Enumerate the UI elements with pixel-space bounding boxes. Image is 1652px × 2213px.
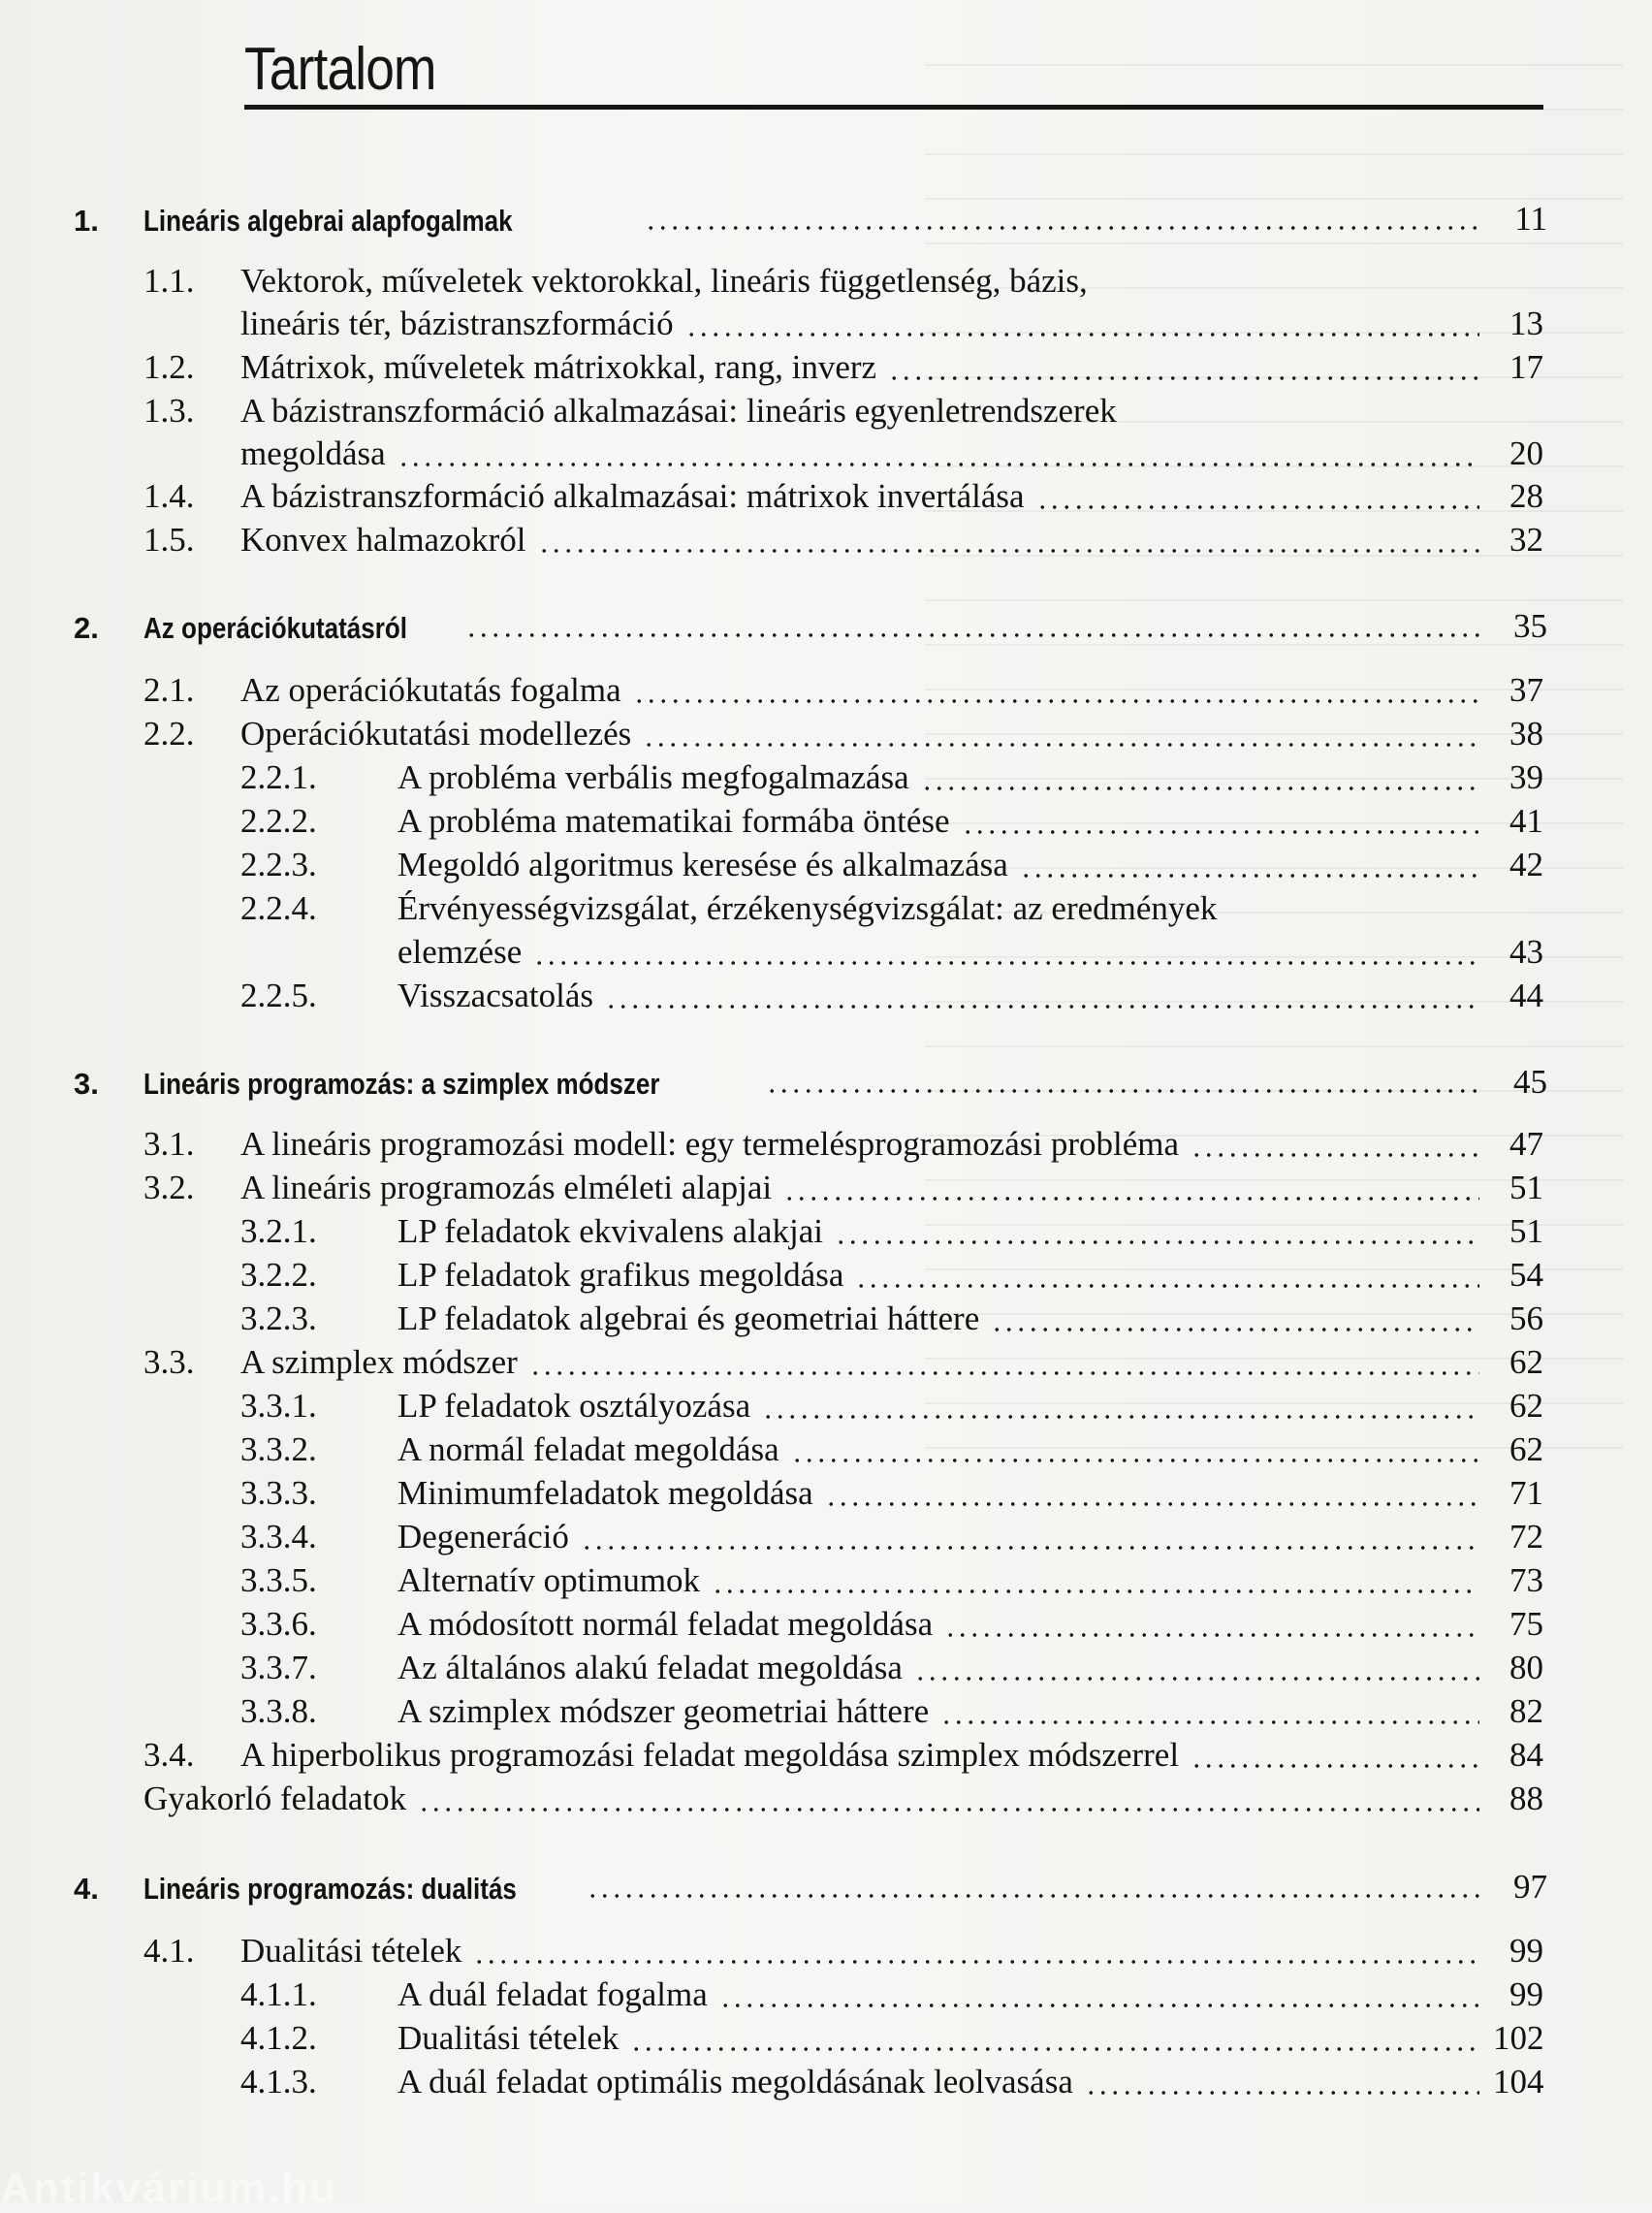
- section-number: 3.3.5.: [240, 1561, 317, 1599]
- entry-title: Dualitási tételek: [240, 1932, 462, 1970]
- page-number: 104: [1493, 2063, 1544, 2101]
- entry-title: A lineáris programozási modell: egy termelésprogramozási probléma: [240, 1125, 1180, 1163]
- dot-leader: [1191, 1153, 1479, 1157]
- page-number: 17: [1509, 348, 1543, 386]
- chapter-title: Lineáris programozás: dualitás: [143, 1872, 517, 1906]
- toc-entry[interactable]: [143, 1123, 1543, 1166]
- page-number: 97: [1513, 1868, 1547, 1906]
- section-number: 3.2.: [143, 1169, 195, 1206]
- chapter-title: Lineáris algebrai alapfogalmak: [143, 204, 513, 238]
- entry-title: A bázistranszformáció alkalmazásai: mátrixok invertálása: [240, 477, 1025, 515]
- section-number: 2.2.2.: [240, 802, 317, 840]
- page-number: 44: [1509, 977, 1543, 1014]
- toc-entry[interactable]: [397, 931, 1543, 974]
- dot-leader: [712, 1589, 1479, 1593]
- page-number: 80: [1509, 1649, 1543, 1686]
- chapter-4: [74, 1864, 1547, 1907]
- entry-title: elemzése: [397, 933, 523, 971]
- chapter-2: [74, 603, 1547, 646]
- toc-entry[interactable]: [240, 1298, 1543, 1340]
- toc-entry[interactable]: [143, 346, 1543, 389]
- page-number: 72: [1509, 1518, 1543, 1556]
- toc-entry[interactable]: [240, 1254, 1543, 1297]
- entry-title: LP feladatok algebrai és geometriai háttere: [397, 1299, 980, 1337]
- entry-title: A módosított normál feladat megoldása: [397, 1605, 934, 1643]
- dot-leader: [921, 786, 1479, 790]
- section-number: 4.1.1.: [240, 1975, 317, 2013]
- toc-entry[interactable]: [143, 669, 1543, 712]
- toc-entry[interactable]: [240, 1385, 1543, 1427]
- dot-leader: [1036, 505, 1479, 509]
- section-number: 2.2.1.: [240, 758, 317, 796]
- page-number: 51: [1509, 1212, 1543, 1250]
- entry-title: A szimplex módszer: [240, 1343, 518, 1381]
- toc-entry[interactable]: [240, 975, 1543, 1017]
- section-number: 2.2.5.: [240, 977, 317, 1014]
- page-number: 62: [1509, 1387, 1543, 1425]
- dot-leader: [825, 1502, 1479, 1506]
- entry-title: Degeneráció: [397, 1518, 569, 1556]
- page-number: 32: [1509, 521, 1543, 559]
- section-number: 3.3.6.: [240, 1605, 317, 1643]
- page-number: 42: [1509, 846, 1543, 883]
- page-number: 73: [1509, 1561, 1543, 1599]
- dot-leader: [587, 1894, 1483, 1898]
- dot-leader: [630, 2047, 1479, 2051]
- dot-leader: [473, 1960, 1479, 1964]
- dot-leader: [1085, 2091, 1479, 2095]
- section-number: 3.3.3.: [240, 1474, 317, 1512]
- entry-title: A szimplex módszer geometriai háttere: [397, 1692, 930, 1730]
- entry-title: Mátrixok, műveletek mátrixokkal, rang, inverz: [240, 348, 877, 386]
- chapter-title: Lineáris programozás: a szimplex módszer: [143, 1067, 660, 1101]
- page-number: 45: [1513, 1063, 1547, 1101]
- section-number: 2.2.3.: [240, 846, 317, 883]
- toc-entry[interactable]: [240, 1210, 1543, 1253]
- dot-leader: [888, 376, 1479, 380]
- entry-title: Operációkutatási modellezés: [240, 715, 632, 753]
- chapter-number: 4.: [74, 1872, 99, 1906]
- page-number: 99: [1509, 1975, 1543, 2013]
- toc-entry[interactable]: [143, 475, 1543, 518]
- section-number: 3.3.1.: [240, 1387, 317, 1425]
- entry-title: Megoldó algoritmus keresése és alkalmazása: [397, 846, 1008, 883]
- page-number: 43: [1509, 933, 1543, 971]
- page-number: 41: [1509, 802, 1543, 840]
- page-number: 99: [1509, 1932, 1543, 1970]
- dot-leader: [418, 1808, 1479, 1812]
- dot-leader: [835, 1240, 1479, 1244]
- toc-entry[interactable]: [143, 1930, 1543, 1972]
- entry-title: A hiperbolikus programozási feladat megoldása szimplex módszerrel: [240, 1736, 1180, 1774]
- entry-title: Konvex halmazokról: [240, 521, 526, 559]
- section-number: 3.3.2.: [240, 1430, 317, 1468]
- toc-entry[interactable]: [143, 1778, 1543, 1820]
- dot-leader: [397, 463, 1479, 466]
- toc-entry[interactable]: [240, 800, 1543, 843]
- entry-title: A duál feladat optimális megoldásának leolvasása: [397, 2063, 1073, 2101]
- page-title: Tartalom: [244, 36, 436, 103]
- dot-leader: [991, 1328, 1479, 1331]
- page-number: 82: [1509, 1692, 1543, 1730]
- entry-title: A probléma verbális megfogalmazása: [397, 758, 909, 796]
- page-number: 47: [1509, 1125, 1543, 1163]
- section-number: 4.1.: [143, 1932, 195, 1970]
- page-number: 56: [1509, 1299, 1543, 1337]
- page-number: 37: [1509, 671, 1543, 709]
- section-number: 3.4.: [143, 1736, 195, 1774]
- page-number: 11: [1514, 200, 1547, 238]
- entry-title: Alternatív optimumok: [397, 1561, 701, 1599]
- entry-title: Dualitási tételek: [397, 2019, 620, 2057]
- dot-leader: [719, 2004, 1479, 2007]
- chapter-1: [74, 196, 1547, 239]
- section-number: 3.2.1.: [240, 1212, 317, 1250]
- toc-entry[interactable]: [240, 1559, 1543, 1602]
- entry-title: A duál feladat fogalma: [397, 1975, 708, 2013]
- section-number: 3.3.: [143, 1343, 195, 1381]
- page-number: 88: [1509, 1780, 1543, 1817]
- toc-entry[interactable]: [240, 1647, 1543, 1689]
- section-number: 3.1.: [143, 1125, 195, 1163]
- page-number: 62: [1509, 1430, 1543, 1468]
- section-number: 3.2.3.: [240, 1299, 317, 1337]
- dot-leader: [465, 633, 1483, 637]
- section-number: 1.4.: [143, 477, 195, 515]
- page-number: 102: [1493, 2019, 1544, 2057]
- dot-leader: [783, 1197, 1479, 1201]
- page-number: 13: [1509, 305, 1543, 342]
- page-number: 54: [1509, 1256, 1543, 1294]
- entry-title: Gyakorló feladatok: [143, 1780, 407, 1817]
- page-number: 62: [1509, 1343, 1543, 1381]
- dot-leader: [538, 549, 1480, 553]
- section-number: 3.3.7.: [240, 1649, 317, 1686]
- page-number: 20: [1509, 434, 1543, 472]
- page-number: 84: [1509, 1736, 1543, 1774]
- dot-leader: [643, 743, 1479, 747]
- entry-title: LP feladatok osztályozása: [397, 1387, 751, 1425]
- dot-leader: [529, 1371, 1479, 1375]
- entry-title: A probléma matematikai formába öntése: [397, 802, 950, 840]
- toc-entry[interactable]: [240, 303, 1543, 345]
- toc-entry[interactable]: [240, 844, 1543, 886]
- toc-entry[interactable]: [240, 433, 1543, 475]
- chapter-number: 1.: [74, 204, 99, 238]
- chapter-title: Az operációkutatásról: [143, 611, 408, 645]
- page-number: 39: [1509, 758, 1543, 796]
- page-number: 71: [1509, 1474, 1543, 1512]
- dot-leader: [1191, 1764, 1479, 1768]
- dot-leader: [855, 1284, 1479, 1288]
- dot-leader: [944, 1633, 1479, 1637]
- page-number: 51: [1509, 1169, 1543, 1206]
- entry-title: A normál feladat megoldása: [397, 1430, 779, 1468]
- toc-entry[interactable]: [143, 713, 1543, 755]
- entry-title: A lineáris programozás elméleti alapjai: [240, 1169, 773, 1206]
- dot-leader: [581, 1546, 1479, 1550]
- dot-leader: [1020, 874, 1479, 878]
- dot-leader: [766, 1089, 1483, 1093]
- dot-leader: [762, 1415, 1479, 1419]
- dot-leader: [914, 1677, 1479, 1681]
- watermark: Antikvárium.hu: [0, 2165, 338, 2212]
- chapter-3: [74, 1059, 1547, 1102]
- toc-entry-first-line: 1.3. A bázistranszformáció alkalmazásai: lineáris egyenletrendszerek: [143, 392, 1117, 430]
- entry-title: LP feladatok grafikus megoldása: [397, 1256, 844, 1294]
- section-number: 3.3.8.: [240, 1692, 317, 1730]
- toc-entry[interactable]: [143, 519, 1543, 561]
- dot-leader: [645, 226, 1483, 230]
- page-number: 38: [1509, 715, 1543, 753]
- section-number: 1.2.: [143, 348, 195, 386]
- toc-entry[interactable]: [240, 1973, 1543, 2016]
- toc-entry[interactable]: [240, 1472, 1543, 1515]
- toc-entry[interactable]: [240, 1690, 1543, 1733]
- page-number: 35: [1513, 607, 1547, 645]
- toc-entry[interactable]: [240, 1516, 1543, 1558]
- entry-title: Minimumfeladatok megoldása: [397, 1474, 813, 1512]
- entry-title: Az általános alakú feladat megoldása: [397, 1649, 903, 1686]
- toc-entry[interactable]: [240, 756, 1543, 799]
- toc-entry[interactable]: [240, 2061, 1543, 2103]
- section-number: 4.1.2.: [240, 2019, 317, 2057]
- entry-title: Az operációkutatás fogalma: [240, 671, 621, 709]
- dot-leader: [533, 961, 1479, 965]
- dot-leader: [940, 1720, 1479, 1724]
- toc-entry[interactable]: [240, 1428, 1543, 1471]
- section-number: 1.5.: [143, 521, 195, 559]
- entry-title: lineáris tér, bázistranszformáció: [240, 305, 674, 342]
- toc-entry-first-line: 2.2.4. Érvényességvizsgálat, érzékenységvizsgálat: az eredmények: [240, 889, 1218, 927]
- section-number: 2.2.: [143, 715, 195, 753]
- section-number: 2.1.: [143, 671, 195, 709]
- dot-leader: [633, 699, 1479, 703]
- page-number: 28: [1509, 477, 1543, 515]
- title-underline: [244, 105, 1543, 110]
- toc-entry[interactable]: [240, 2017, 1543, 2060]
- section-number: 3.2.2.: [240, 1256, 317, 1294]
- toc-entry-first-line: 1.1. Vektorok, műveletek vektorokkal, lineáris függetlenség, bázis,: [143, 262, 1088, 300]
- chapter-number: 2.: [74, 611, 99, 645]
- entry-title: Visszacsatolás: [397, 977, 594, 1014]
- entry-title: LP feladatok ekvivalens alakjai: [397, 1212, 823, 1250]
- dot-leader: [685, 333, 1479, 337]
- toc-entry[interactable]: [143, 1341, 1543, 1384]
- entry-title: megoldása: [240, 434, 386, 472]
- page-number: 75: [1509, 1605, 1543, 1643]
- toc-entry[interactable]: [143, 1167, 1543, 1209]
- dot-leader: [791, 1459, 1479, 1462]
- toc-entry[interactable]: [240, 1603, 1543, 1646]
- dot-leader: [962, 830, 1479, 834]
- section-number: 4.1.3.: [240, 2063, 317, 2101]
- toc-entry[interactable]: [143, 1734, 1543, 1777]
- section-number: 3.3.4.: [240, 1518, 317, 1556]
- dot-leader: [605, 1005, 1479, 1009]
- chapter-number: 3.: [74, 1067, 99, 1101]
